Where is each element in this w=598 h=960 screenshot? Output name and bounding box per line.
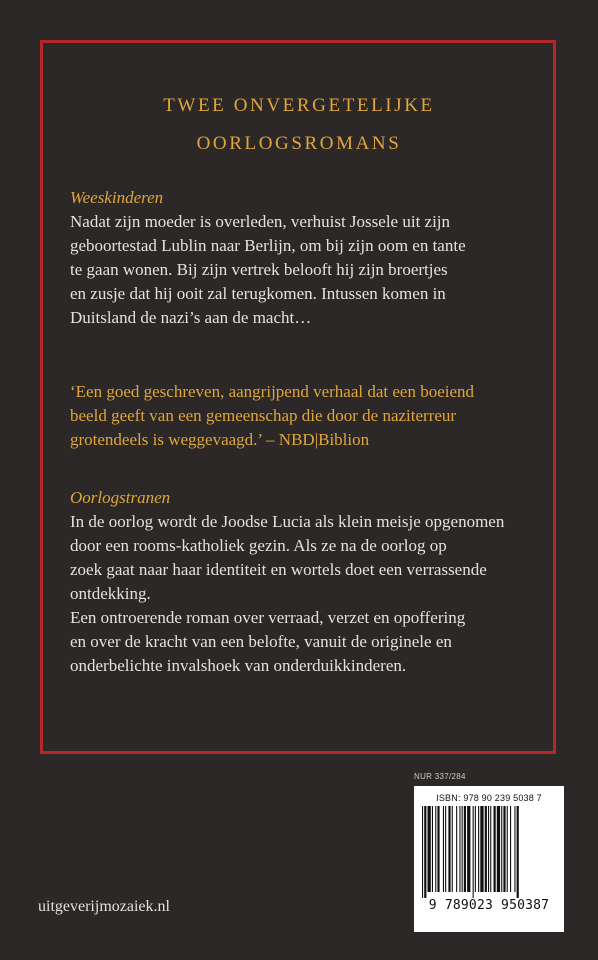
barcode-bar (424, 806, 426, 898)
barcode-bars (422, 806, 556, 898)
book2-heading: Oorlogstranen (70, 488, 171, 507)
book1-heading: Weeskinderen (70, 188, 164, 207)
barcode-bar (443, 806, 444, 892)
book1-text-line: Nadat zijn moeder is overleden, verhuist Jossele uit zijn (70, 212, 451, 231)
barcode-bar (510, 806, 511, 892)
barcode-bar (507, 806, 508, 892)
barcode-bar (445, 806, 446, 892)
book2-text-line: In de oorlog wordt de Joodse Lucia als klein meisje opgenomen (70, 512, 505, 531)
barcode-bar (514, 806, 515, 892)
barcode-bar (497, 806, 500, 892)
barcode-bar (452, 806, 453, 892)
cover-title-line-2: OORLOGSROMANS (196, 133, 402, 154)
nur-code: NUR 337/284 (414, 772, 466, 781)
barcode-bar (517, 806, 519, 898)
barcode-bar (428, 806, 431, 892)
book1-text-line: Duitsland de nazi’s aan de macht… (70, 308, 312, 327)
barcode-bar (456, 806, 457, 892)
barcode-bar (478, 806, 479, 892)
barcode-bar (490, 806, 491, 892)
barcode-bar (494, 806, 496, 892)
book1-text-line: en zusje dat hij ooit zal terugkomen. Intussen komen in (70, 284, 446, 303)
barcode-bar (485, 806, 487, 892)
barcode-bar (459, 806, 460, 892)
isbn-barcode (414, 786, 564, 932)
barcode-bar (462, 806, 463, 892)
barcode-bar (475, 806, 476, 892)
cover-title-line-1: TWEE ONVERGETELIJKE (163, 95, 435, 116)
book2-text-line: Een ontroerende roman over verraad, verzet en opoffering (70, 608, 466, 627)
quote-line: beeld geeft van een gemeenschap die door de naziterreur (70, 406, 457, 425)
barcode-bar (467, 806, 470, 892)
book1-section (70, 186, 550, 330)
barcode-bar (464, 806, 466, 892)
book2-text-line: en over de kracht van een belofte, vanuit de originele en (70, 632, 452, 651)
barcode-digits: 9 789023 950387 (428, 898, 550, 913)
barcode-bar (437, 806, 439, 892)
barcode-bar (473, 806, 474, 898)
book2-section (70, 486, 550, 678)
quote-line: grotendeels is weggevaagd.’ – NBD|Biblion (70, 430, 370, 449)
barcode-bar (422, 806, 423, 898)
book1-review-quote (70, 380, 550, 452)
barcode-bar (501, 806, 502, 892)
barcode-bar (432, 806, 433, 892)
book2-text-line: door een rooms-katholiek gezin. Als ze na de oorlog op (70, 536, 447, 555)
quote-line: ‘Een goed geschreven, aangrijpend verhaal dat een boeiend (70, 382, 475, 401)
barcode-bar (488, 806, 489, 892)
publisher-website: uitgeverijmozaiek.nl (38, 898, 170, 915)
book2-text-line: onderbelichte invalshoek van onderduikkinderen. (70, 656, 407, 675)
barcode-bar (448, 806, 450, 892)
isbn-number: ISBN: 978 90 239 5038 7 (436, 793, 542, 803)
book2-text-line: zoek gaat naar haar identiteit en wortels doet een verrassende (70, 560, 487, 579)
barcode-bar (503, 806, 505, 892)
book1-text-line: geboortestad Lublin naar Berlijn, om bij zijn oom en tante (70, 236, 466, 255)
book1-text-line: te gaan wonen. Bij zijn vertrek belooft hij zijn broertjes (70, 260, 448, 279)
book2-text-line: ontdekking. (70, 584, 151, 603)
barcode-bar (435, 806, 436, 892)
barcode-bar (480, 806, 483, 892)
